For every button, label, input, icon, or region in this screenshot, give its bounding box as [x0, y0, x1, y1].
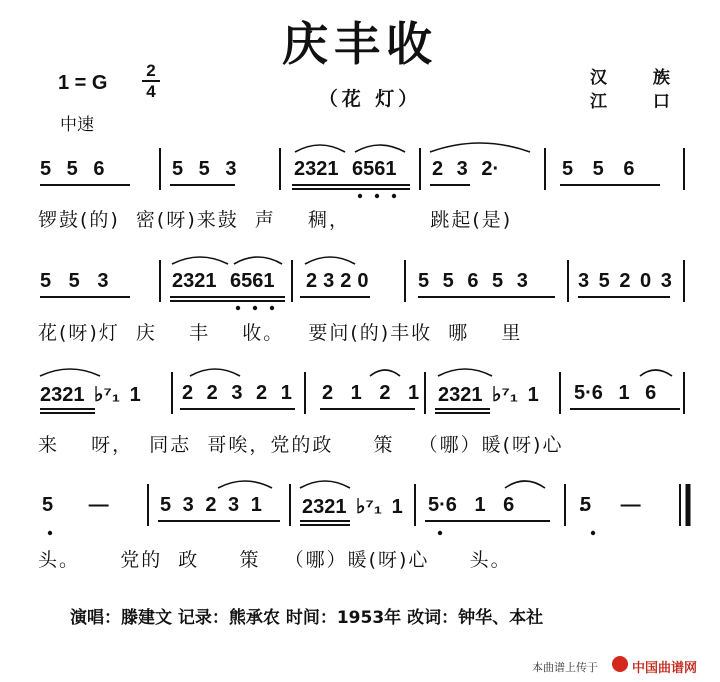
origin-ethnicity: 汉 族: [590, 68, 690, 88]
staff-2-measure-2: 2321 6561: [172, 270, 275, 292]
staff-1-measure-5: 5 5 6: [562, 158, 635, 180]
staff-2-measure-3: 2320: [306, 270, 375, 292]
staff-2-measure-1: 5 5 3: [40, 270, 109, 292]
song-title: 庆丰收: [282, 17, 438, 71]
site-name[interactable]: 中国曲谱网: [632, 661, 698, 676]
staff-2-lyrics: 花(呀)灯 庆 丰 收。 要问(的)丰收 哪 里: [38, 322, 523, 344]
meter-top: 2: [146, 61, 156, 80]
staff-1-measure-2: 5 5 3: [172, 158, 237, 180]
staff-3-measure-2: 2 2 3 2 1: [182, 382, 292, 404]
origin-region: 江 口: [590, 92, 690, 112]
site-logo-icon: [612, 656, 628, 672]
staff-4-measure-3: 2321 ♭⁷₁ 1: [302, 496, 403, 518]
staff-4-lyrics: 头。 党的 政 策 （哪）暖(呀)心 头。: [38, 549, 512, 571]
upload-note: 本曲谱上传于: [532, 661, 598, 674]
staff-3-measure-5: 5·6 1 6: [574, 382, 657, 404]
staff-3-lyrics: 来 呀， 同志 哥唉，党的政 策 （哪）暖(呀)心: [38, 434, 564, 456]
staff-1-measure-3: 2321 6561: [294, 158, 397, 180]
credits-line: 演唱：滕建文 记录：熊承农 时间：1953年 改词：钟华、本社: [70, 608, 544, 628]
staff-2-measure-5: 3 5 2 0 3: [578, 270, 672, 292]
song-subtitle: （花 灯）: [318, 88, 422, 110]
staff-4-measure-4: 5·6 1 6: [428, 494, 515, 516]
staff-3-measure-4: 2321 ♭⁷₁ 1: [438, 384, 539, 406]
staff-3-measure-3: 2 1 2 1: [322, 382, 420, 404]
staff-2-measure-4: 5 5 6 5 3: [418, 270, 528, 292]
tempo-marking: 中速: [60, 115, 94, 135]
staff-4-measure-1: 5 —: [42, 494, 109, 516]
staff-4-measure-5: 5 —: [580, 494, 641, 516]
staff-1-measure-1: 5 5 6: [40, 158, 105, 180]
staff-1-lyrics: 锣鼓(的) 密(呀)来鼓 声 稠， 跳起(是): [38, 209, 513, 231]
staff-3-measure-1: 2321 ♭⁷₁ 1: [40, 384, 141, 406]
staff-4-measure-2: 5 3 2 3 1: [160, 494, 262, 516]
meter-bottom: 4: [146, 82, 156, 101]
key-signature: 1 = G: [58, 72, 108, 94]
staff-1-measure-4: 2 3 2·: [432, 158, 500, 180]
